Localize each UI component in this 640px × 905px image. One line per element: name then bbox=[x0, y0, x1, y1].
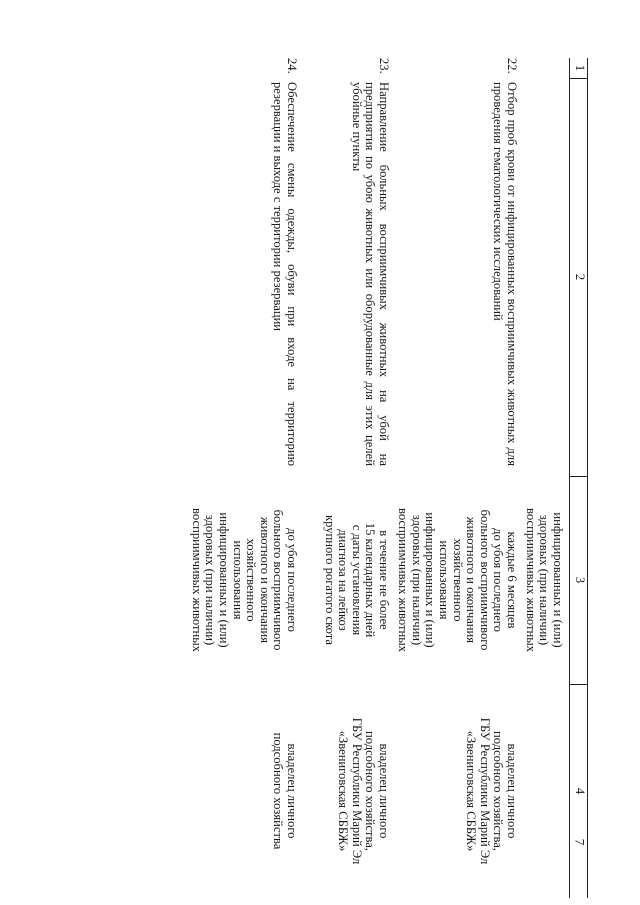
row-number: 23. bbox=[377, 58, 391, 74]
row-number: 24. bbox=[285, 58, 299, 74]
header-col-1: 1 bbox=[573, 64, 587, 72]
table-top-border bbox=[587, 58, 588, 898]
row-responsible: владелец личного подсобного хозяйства, ГБУ Республики Марий Эл «Звениговская СББЖ» bbox=[336, 717, 391, 865]
row-responsible: владелец личного подсобного хозяйства, ГБУ Республики Марий Эл «Звениговская СББЖ» bbox=[464, 717, 519, 865]
row-term: до убоя последнего больного восприимчивого животного и окончания хозяйственного использования инфицированных и (или) здоровых (при наличии) восприимчивых животных bbox=[189, 508, 299, 652]
document-page bbox=[68, 58, 588, 898]
header-col-3: 3 bbox=[573, 576, 587, 584]
continued-term: инфицированных и (или) здоровых (при наличии) восприимчивых животных bbox=[523, 508, 565, 652]
header-col-4: 4 bbox=[573, 787, 587, 795]
row-term: каждые 6 месяцев до убоя последнего больного восприимчивого животного и окончания хозяйственного использования инфицированных и (или) здоровых (при наличии) восприимчивых животных bbox=[396, 508, 519, 652]
row-measure: Обеспечение смены одежды, обуви при входе на территорию резервации и выходе с территории резервации bbox=[271, 82, 299, 470]
header-col-2: 2 bbox=[573, 273, 587, 281]
row-term: в течение не более 15 календарных дней с даты установления диагноза на лейкоз крупного рогатого скота bbox=[322, 514, 391, 646]
row-measure: Отбор проб крови от инфицированных восприимчивых животных для проведения гематологических исследований bbox=[491, 82, 519, 470]
row-responsible: владелец личного подсобного хозяйства bbox=[271, 732, 299, 850]
row-number: 22. bbox=[505, 58, 519, 74]
header-bottom-border bbox=[569, 58, 570, 898]
row-measure: Направление больных восприимчивых животных на убой на предприятия по убою животных или оборудованные для этих целей убойные пункты bbox=[349, 82, 391, 470]
page-number: 7 bbox=[572, 838, 588, 846]
